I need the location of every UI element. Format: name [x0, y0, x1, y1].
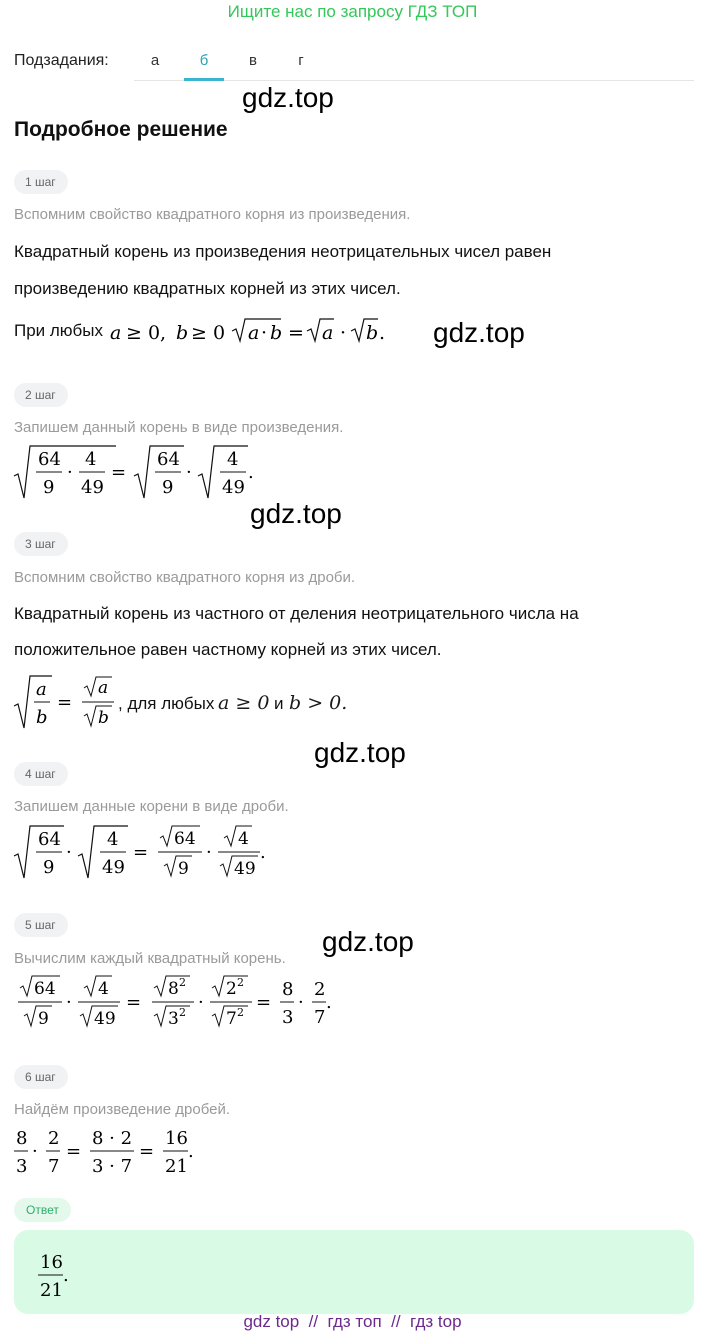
step-badge: 6 шаг: [14, 1065, 68, 1089]
svg-text:·: ·: [340, 322, 347, 344]
svg-text:49: 49: [94, 1009, 116, 1029]
svg-text:·: ·: [186, 462, 192, 483]
watermark: gdz.top: [314, 737, 406, 768]
svg-text:9: 9: [162, 477, 174, 498]
svg-text:=: =: [133, 842, 149, 863]
step-badge: 2 шаг: [14, 383, 68, 407]
formula-condition-a: a ≥ 0: [218, 692, 270, 714]
step-text: положительное равен частному корней из этих чисел.: [14, 640, 442, 659]
svg-text:.: .: [248, 462, 254, 483]
svg-text:64: 64: [174, 829, 196, 849]
svg-text:b: b: [176, 322, 189, 344]
svg-text:=: =: [256, 992, 272, 1013]
formula-step-4: [12, 822, 282, 884]
watermark: gdz.top: [250, 498, 342, 529]
svg-text:.: .: [379, 322, 386, 344]
subtasks-label: Подзадания:: [14, 52, 109, 69]
svg-text:3: 3: [168, 1009, 179, 1029]
svg-text:8 · 2: 8 · 2: [92, 1128, 133, 1149]
svg-text:a: a: [248, 322, 260, 344]
watermark: gdz.top: [242, 82, 334, 113]
tab-v[interactable]: в: [249, 52, 257, 69]
svg-text:a: a: [110, 322, 122, 344]
svg-text:=: =: [126, 992, 142, 1013]
svg-text:=: =: [111, 462, 127, 483]
step-hint: Вспомним свойство квадратного корня из произведения.: [14, 206, 411, 223]
answer-denominator: 21: [40, 1280, 63, 1301]
svg-text:49: 49: [81, 477, 104, 498]
svg-text:2: 2: [179, 976, 186, 989]
step-hint: Запишем данный корень в виде произведения.: [14, 419, 344, 436]
formula-fraction-root: [12, 672, 122, 734]
formula-prefix: При любых: [14, 321, 104, 340]
svg-text:b: b: [36, 707, 48, 728]
svg-text:·: ·: [66, 992, 72, 1013]
svg-text:·: ·: [261, 322, 268, 344]
svg-text:21: 21: [165, 1156, 188, 1177]
formula-mid-text: , для любых: [118, 694, 215, 713]
watermark: gdz.top: [433, 317, 525, 348]
svg-text:49: 49: [234, 859, 256, 879]
svg-text:64: 64: [34, 979, 56, 999]
svg-text:3: 3: [282, 1007, 294, 1028]
svg-text:·: ·: [198, 992, 204, 1013]
svg-text:9: 9: [43, 477, 55, 498]
svg-text:≥ 0,: ≥ 0,: [126, 322, 167, 344]
svg-text:4: 4: [107, 829, 119, 850]
step-hint: Вспомним свойство квадратного корня из дроби.: [14, 569, 356, 586]
step-hint: Вычислим каждый квадратный корень.: [14, 950, 286, 967]
svg-text:64: 64: [38, 449, 61, 470]
formula-and: и: [274, 694, 284, 713]
svg-text:64: 64: [157, 449, 180, 470]
svg-text:.: .: [260, 842, 266, 863]
step-badge: 5 шаг: [14, 913, 68, 937]
step-badge: 1 шаг: [14, 170, 68, 194]
formula-product-root: [108, 314, 408, 350]
svg-text:b: b: [270, 322, 283, 344]
svg-text:64: 64: [38, 829, 61, 850]
answer-box: [14, 1230, 694, 1314]
svg-text:.: .: [326, 992, 332, 1013]
svg-text:.: .: [188, 1141, 194, 1162]
svg-text:8: 8: [16, 1128, 28, 1149]
svg-text:16: 16: [165, 1128, 188, 1149]
formula-condition-b: b > 0.: [289, 692, 348, 714]
svg-text:·: ·: [67, 462, 73, 483]
svg-text:4: 4: [238, 829, 249, 849]
svg-text:2: 2: [237, 1006, 244, 1019]
tab-a[interactable]: а: [150, 52, 160, 69]
svg-text:·: ·: [298, 992, 304, 1013]
tab-b[interactable]: б: [199, 52, 209, 69]
answer-fraction: [38, 1246, 78, 1304]
svg-text:=: =: [139, 1141, 155, 1162]
step-hint: Найдём произведение дробей.: [14, 1101, 231, 1118]
formula-step-6: [12, 1122, 212, 1180]
svg-text:7: 7: [48, 1156, 60, 1177]
step-hint: Запишем данные корени в виде дроби.: [14, 798, 289, 815]
step-badge: 3 шаг: [14, 532, 68, 556]
svg-text:4: 4: [227, 449, 239, 470]
svg-text:a: a: [36, 679, 47, 700]
step-text: произведению квадратных корней из этих чисел.: [14, 279, 401, 298]
search-banner: Ищите нас по запросу ГДЗ ТОП: [227, 2, 478, 21]
svg-text:2: 2: [226, 979, 237, 999]
step-text: Квадратный корень из частного от деления неотрицательного числа на: [14, 604, 579, 623]
svg-text:7: 7: [314, 1007, 326, 1028]
svg-text:.: .: [63, 1265, 69, 1286]
svg-text:·: ·: [206, 842, 212, 863]
step-badge: 4 шаг: [14, 762, 68, 786]
svg-text:=: =: [66, 1141, 82, 1162]
svg-text:8: 8: [168, 979, 179, 999]
svg-text:4: 4: [98, 979, 109, 999]
answer-numerator: 16: [40, 1252, 63, 1273]
footer-links[interactable]: gdz top // гдз топ // гдз top: [243, 1312, 462, 1331]
svg-text:·: ·: [32, 1141, 38, 1162]
svg-text:2: 2: [237, 976, 244, 989]
svg-text:9: 9: [38, 1009, 49, 1029]
svg-text:b: b: [366, 322, 379, 344]
svg-text:=: =: [57, 692, 73, 713]
formula-step-2: [12, 442, 272, 504]
tab-g[interactable]: г: [298, 52, 304, 69]
svg-text:49: 49: [102, 857, 125, 878]
answer-label: Ответ: [14, 1198, 71, 1222]
svg-text:9: 9: [43, 857, 55, 878]
svg-text:=: =: [288, 322, 304, 344]
svg-text:a: a: [322, 322, 334, 344]
svg-text:3 · 7: 3 · 7: [92, 1156, 133, 1177]
svg-text:2: 2: [314, 979, 326, 1000]
page-title: Подробное решение: [14, 118, 228, 141]
watermark: gdz.top: [322, 926, 414, 957]
svg-text:8: 8: [282, 979, 294, 1000]
svg-text:7: 7: [226, 1009, 237, 1029]
svg-text:·: ·: [66, 842, 72, 863]
svg-text:a: a: [98, 678, 109, 698]
svg-text:3: 3: [16, 1156, 28, 1177]
formula-step-5: [12, 972, 342, 1036]
svg-text:≥ 0: ≥ 0: [191, 322, 226, 344]
svg-text:49: 49: [222, 477, 245, 498]
active-tab-indicator: [184, 78, 224, 81]
svg-text:4: 4: [85, 449, 97, 470]
svg-text:2: 2: [48, 1128, 60, 1149]
svg-text:9: 9: [178, 859, 189, 879]
step-text: Квадратный корень из произведения неотрицательных чисел равен: [14, 242, 552, 261]
svg-text:b: b: [98, 708, 109, 728]
svg-text:2: 2: [179, 1006, 186, 1019]
